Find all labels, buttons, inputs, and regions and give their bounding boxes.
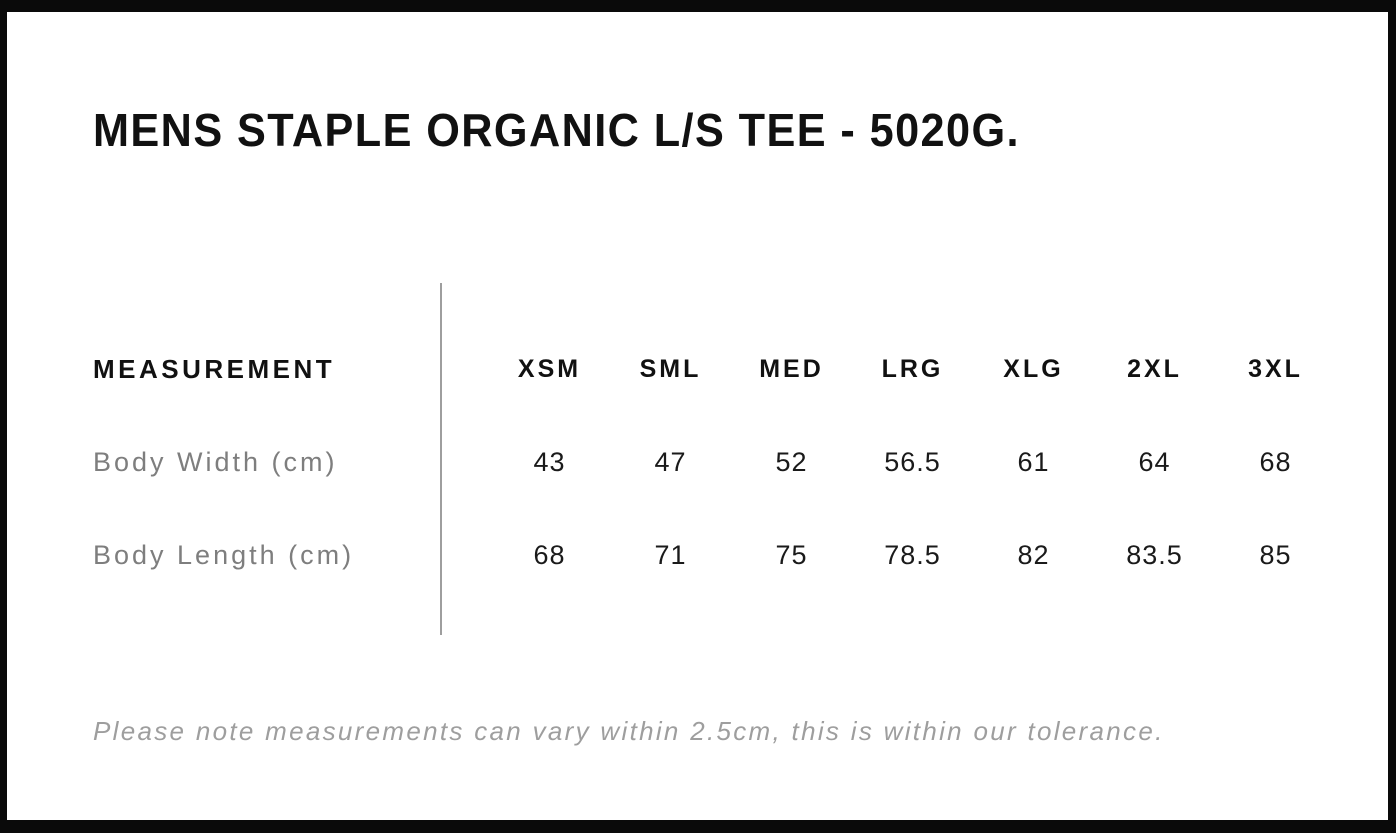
row-label-body-length: Body Length (cm) (93, 539, 355, 570)
column-header-lrg: LRG (881, 354, 944, 383)
table-cell: 82 (1017, 539, 1050, 570)
tolerance-note: Please note measurements can vary within 2.5cm, this is within our tolerance. (93, 716, 1165, 746)
table-cell: 56.5 (884, 446, 941, 477)
table-cell: 85 (1259, 539, 1292, 570)
column-header-2xl: 2XL (1127, 354, 1182, 383)
table-cell: 71 (654, 539, 687, 570)
table-cell: 68 (1259, 446, 1292, 477)
column-header-3xl: 3XL (1248, 354, 1303, 383)
size-table (93, 340, 1336, 584)
table-header-row (93, 340, 1336, 398)
column-header-measurement: MEASUREMENT (93, 353, 336, 384)
page-title: MENS STAPLE ORGANIC L/S TEE - 5020G. (93, 104, 1020, 156)
table-cell: 83.5 (1126, 539, 1183, 570)
column-header-xsm: XSM (517, 354, 582, 383)
table-cell: 78.5 (884, 539, 941, 570)
table-row-body-length (93, 526, 1336, 584)
row-label-body-width: Body Width (cm) (93, 446, 338, 477)
table-cell: 64 (1138, 446, 1171, 477)
table-cell: 43 (533, 446, 566, 477)
table-row-body-width (93, 433, 1336, 491)
column-header-med: MED (759, 354, 824, 383)
column-header-sml: SML (639, 354, 702, 383)
table-cell: 68 (533, 539, 566, 570)
column-header-xlg: XLG (1003, 354, 1064, 383)
table-cell: 47 (654, 446, 687, 477)
table-cell: 61 (1017, 446, 1050, 477)
table-cell: 52 (775, 446, 808, 477)
table-cell: 75 (775, 539, 808, 570)
